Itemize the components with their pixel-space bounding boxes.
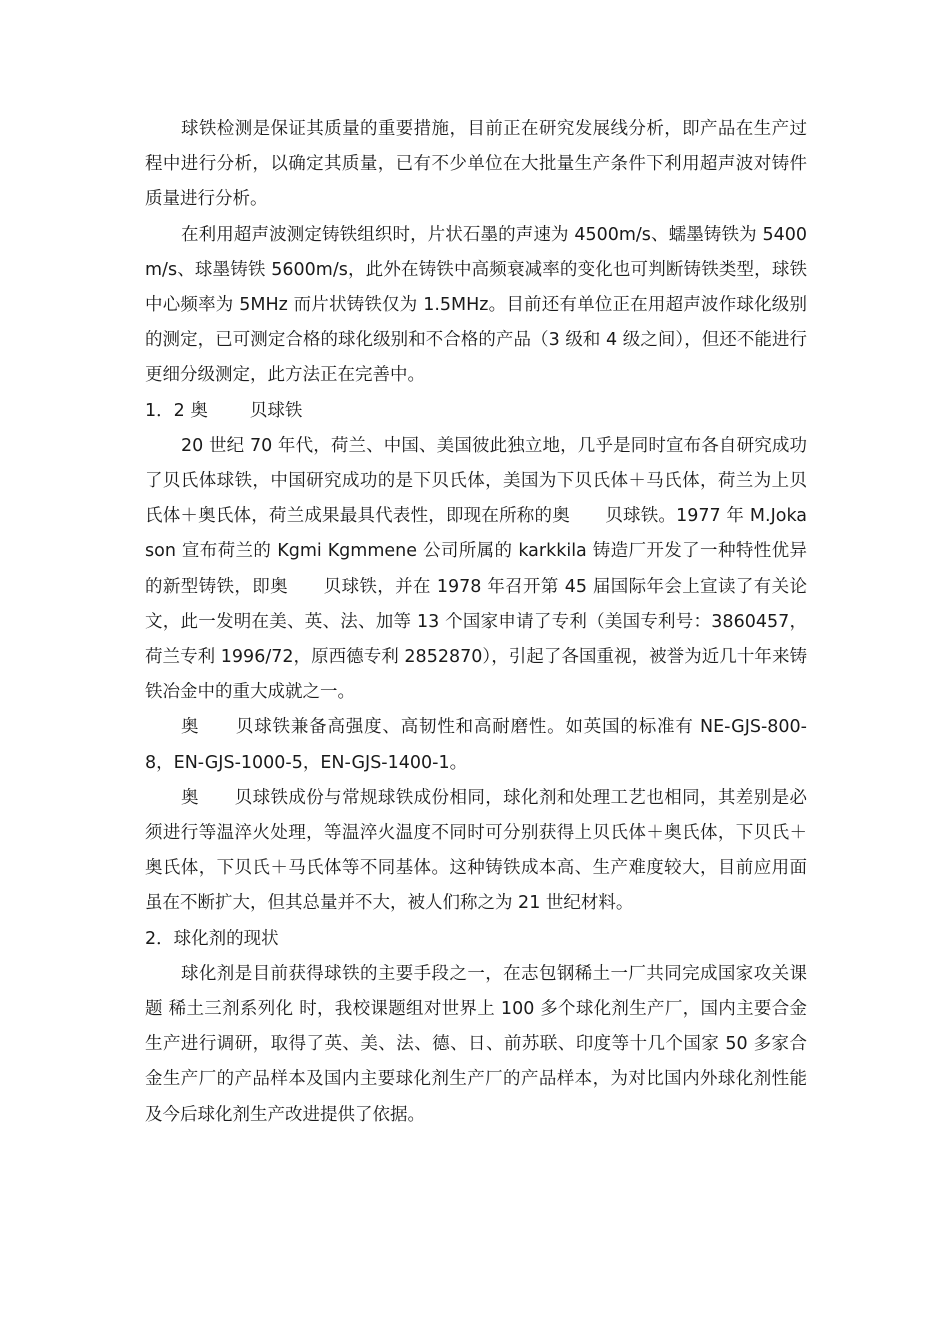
paragraph-ultrasonic-inspection: 球铁检测是保证其质量的重要措施，目前正在研究发展线分析，即产品在生产过程中进行分析，以确定其质量，已有不少单位在大批量生产条件下利用超声波对铸件质量进行分析。 [145, 119, 807, 210]
section-heading-nodulizer [145, 922, 807, 957]
paragraph-adi-history: 20 世纪 70 年代，荷兰、中国、美国彼此独立地，几乎是同时宣布各自研究成功了贝氏体球铁，中国研究成功的是下贝氏体，美国为下贝氏体＋马氏体，荷兰为上贝氏体＋奥氏体，荷兰成果最具代表性，即现在所称的奥 贝球铁。1977 年 M.Jokason 宣布荷兰的 Kgmi Kgmmene 公司所属的 karkkila 铸造厂开发了一种特性优异的新型铸铁，即奥 贝球铁，并在 1978 年召开第 45 届国际年会上宣读了有关论文，此一发明在美、英、法、加等 13 个国家申请了专利（美国专利号：3860457，荷兰专利 1996/72，原西德专利 2852870），引起了各国重视，被誉为近几十年来铸铁冶金中的重大成就之一。 [145, 435, 807, 703]
paragraph-adi-properties: 奥 贝球铁兼备高强度、高韧性和高耐磨性。如英国的标准有 NE-GJS-800-8，EN-GJS-1000-5，EN-GJS-1400-1。 [145, 717, 807, 773]
section-heading-adi-number: 1．2 奥 [145, 400, 208, 421]
section-heading-adi [145, 394, 807, 429]
paragraph-nodulizer-survey: 球化剂是目前获得球铁的主要手段之一，在志包钢稀土一厂共同完成国家攻关课题 稀土三剂系列化 时，我校课题组对世界上 100 多个球化剂生产厂，国内主要合金生产进行调研，取得了英、美、法、德、日、前苏联、印度等十几个国家 50 多家合金生产厂的产品样本及国内主要球化剂生产厂的产品样本，为对比国内外球化剂性能及今后球化剂生产改进提供了依据。 [145, 963, 807, 1125]
paragraph-adi-composition: 奥 贝球铁成份与常规球铁成份相同，球化剂和处理工艺也相同，其差别是必须进行等温淬火处理，等温淬火温度不同时可分别获得上贝氏体＋奥氏体，下贝氏＋奥氏体，下贝氏＋马氏体等不同基体。这种铸铁成本高、生产难度较大，目前应用面虽在不断扩大，但其总量并不大，被人们称之为 21 世纪材料。 [145, 787, 807, 914]
section-heading-adi-title: 贝球铁 [249, 400, 303, 421]
section-heading-nodulizer-title: 2．球化剂的现状 [145, 928, 279, 949]
paragraph-sound-velocity: 在利用超声波测定铸铁组织时，片状石墨的声速为 4500m/s、蠕墨铸铁为 5400m/s、球墨铸铁 5600m/s，此外在铸铁中高频衰减率的变化也可判断铸铁类型，球铁中心频率为 5MHz 而片状铸铁仅为 1.5MHz。目前还有单位正在用超声波作球化级别的测定，已可测定合格的球化级别和不合格的产品（3 级和 4 级之间），但还不能进行更细分级测定，此方法正在完善中。 [145, 224, 807, 386]
document-body [145, 112, 807, 1133]
